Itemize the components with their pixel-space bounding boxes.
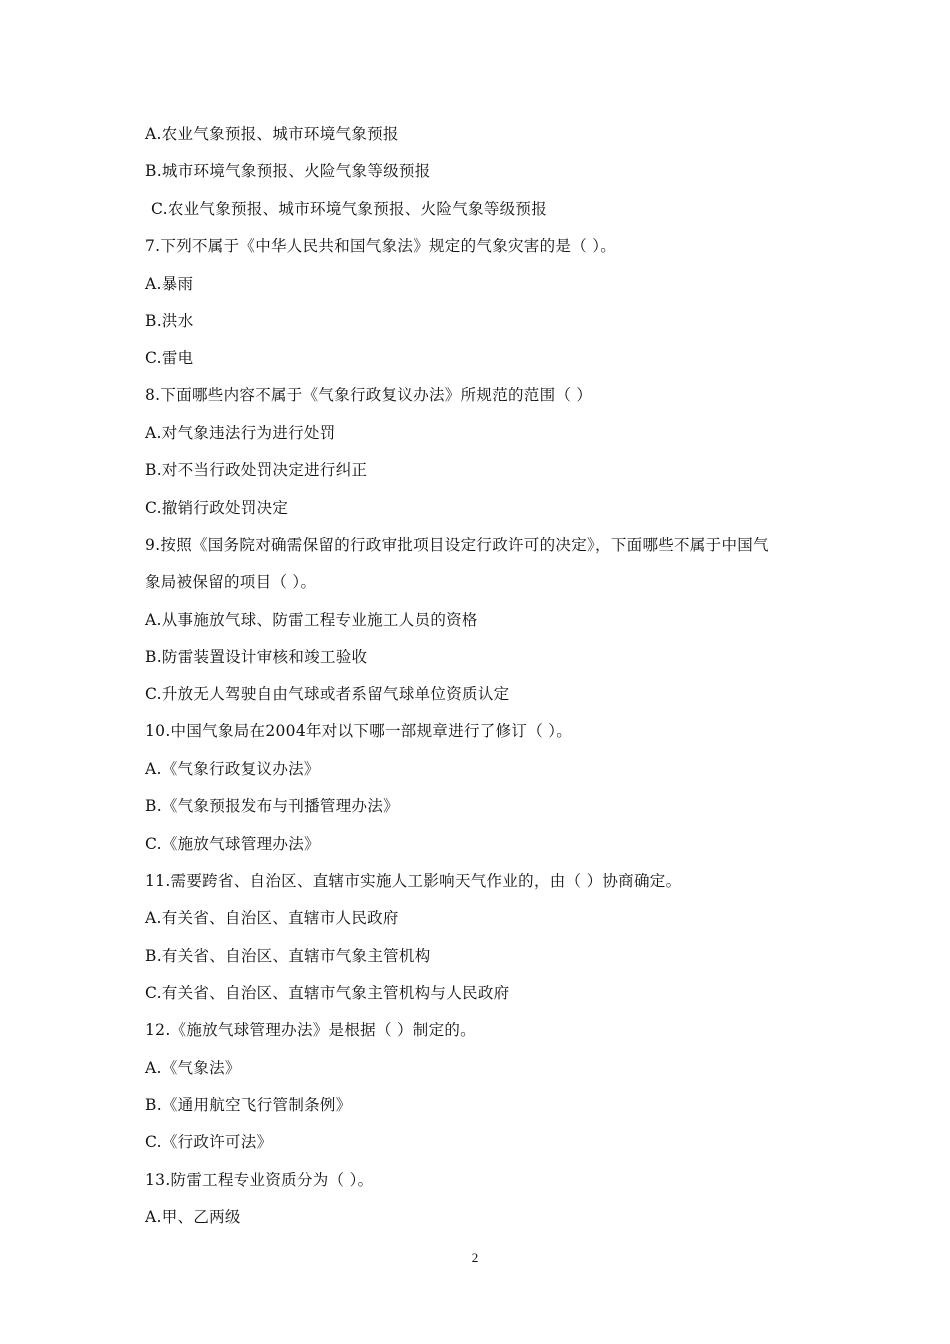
question-line: 7.下列不属于《中华人民共和国气象法》规定的气象灾害的是（ ）。 bbox=[145, 237, 617, 255]
option-line: A.从事施放气球、防雷工程专业施工人员的资格 bbox=[145, 611, 478, 629]
question-line: 12.《施放气球管理办法》是根据（ ）制定的。 bbox=[145, 1021, 476, 1039]
option-line: B.洪水 bbox=[145, 312, 194, 330]
option-line: B.对不当行政处罚决定进行纠正 bbox=[145, 461, 368, 479]
option-line: C.有关省、自治区、直辖市气象主管机构与人民政府 bbox=[145, 984, 510, 1002]
option-line: C.撤销行政处罚决定 bbox=[145, 499, 289, 517]
option-line: A.对气象违法行为进行处罚 bbox=[145, 424, 336, 442]
option-line: C.雷电 bbox=[145, 349, 194, 367]
option-line: A.有关省、自治区、直辖市人民政府 bbox=[145, 909, 399, 927]
question-line-continued: 象局被保留的项目（ ）。 bbox=[145, 573, 317, 591]
option-line: C.《施放气球管理办法》 bbox=[145, 835, 320, 853]
option-line: B.有关省、自治区、直辖市气象主管机构 bbox=[145, 947, 431, 965]
page-number: 2 bbox=[471, 1250, 479, 1265]
question-line: 8.下面哪些内容不属于《气象行政复议办法》所规范的范围（ ） bbox=[145, 386, 593, 404]
option-line: C.农业气象预报、城市环境气象预报、火险气象等级预报 bbox=[151, 200, 548, 218]
question-line: 10.中国气象局在2004年对以下哪一部规章进行了修订（ ）。 bbox=[145, 722, 573, 740]
question-line: 9.按照《国务院对确需保留的行政审批项目设定行政许可的决定》，下面哪些不属于中国气 bbox=[145, 536, 769, 554]
option-line: A.《气象行政复议办法》 bbox=[145, 760, 320, 778]
option-line: A.甲、乙两级 bbox=[145, 1208, 241, 1226]
option-line: B.城市环境气象预报、火险气象等级预报 bbox=[145, 162, 431, 180]
question-line: 13.防雷工程专业资质分为（ ）。 bbox=[145, 1171, 374, 1189]
option-line: A.暴雨 bbox=[145, 275, 194, 293]
option-line: C.升放无人驾驶自由气球或者系留气球单位资质认定 bbox=[145, 685, 510, 703]
question-line: 11.需要跨省、自治区、直辖市实施人工影响天气作业的，由（ ）协商确定。 bbox=[145, 872, 682, 890]
option-line: B.《通用航空飞行管制条例》 bbox=[145, 1096, 352, 1114]
option-line: C.《行政许可法》 bbox=[145, 1133, 273, 1151]
option-line: B.防雷装置设计审核和竣工验收 bbox=[145, 648, 368, 666]
option-line: A.《气象法》 bbox=[145, 1059, 241, 1077]
option-line: A.农业气象预报、城市环境气象预报 bbox=[145, 125, 399, 143]
option-line: B.《气象预报发布与刊播管理办法》 bbox=[145, 797, 399, 815]
